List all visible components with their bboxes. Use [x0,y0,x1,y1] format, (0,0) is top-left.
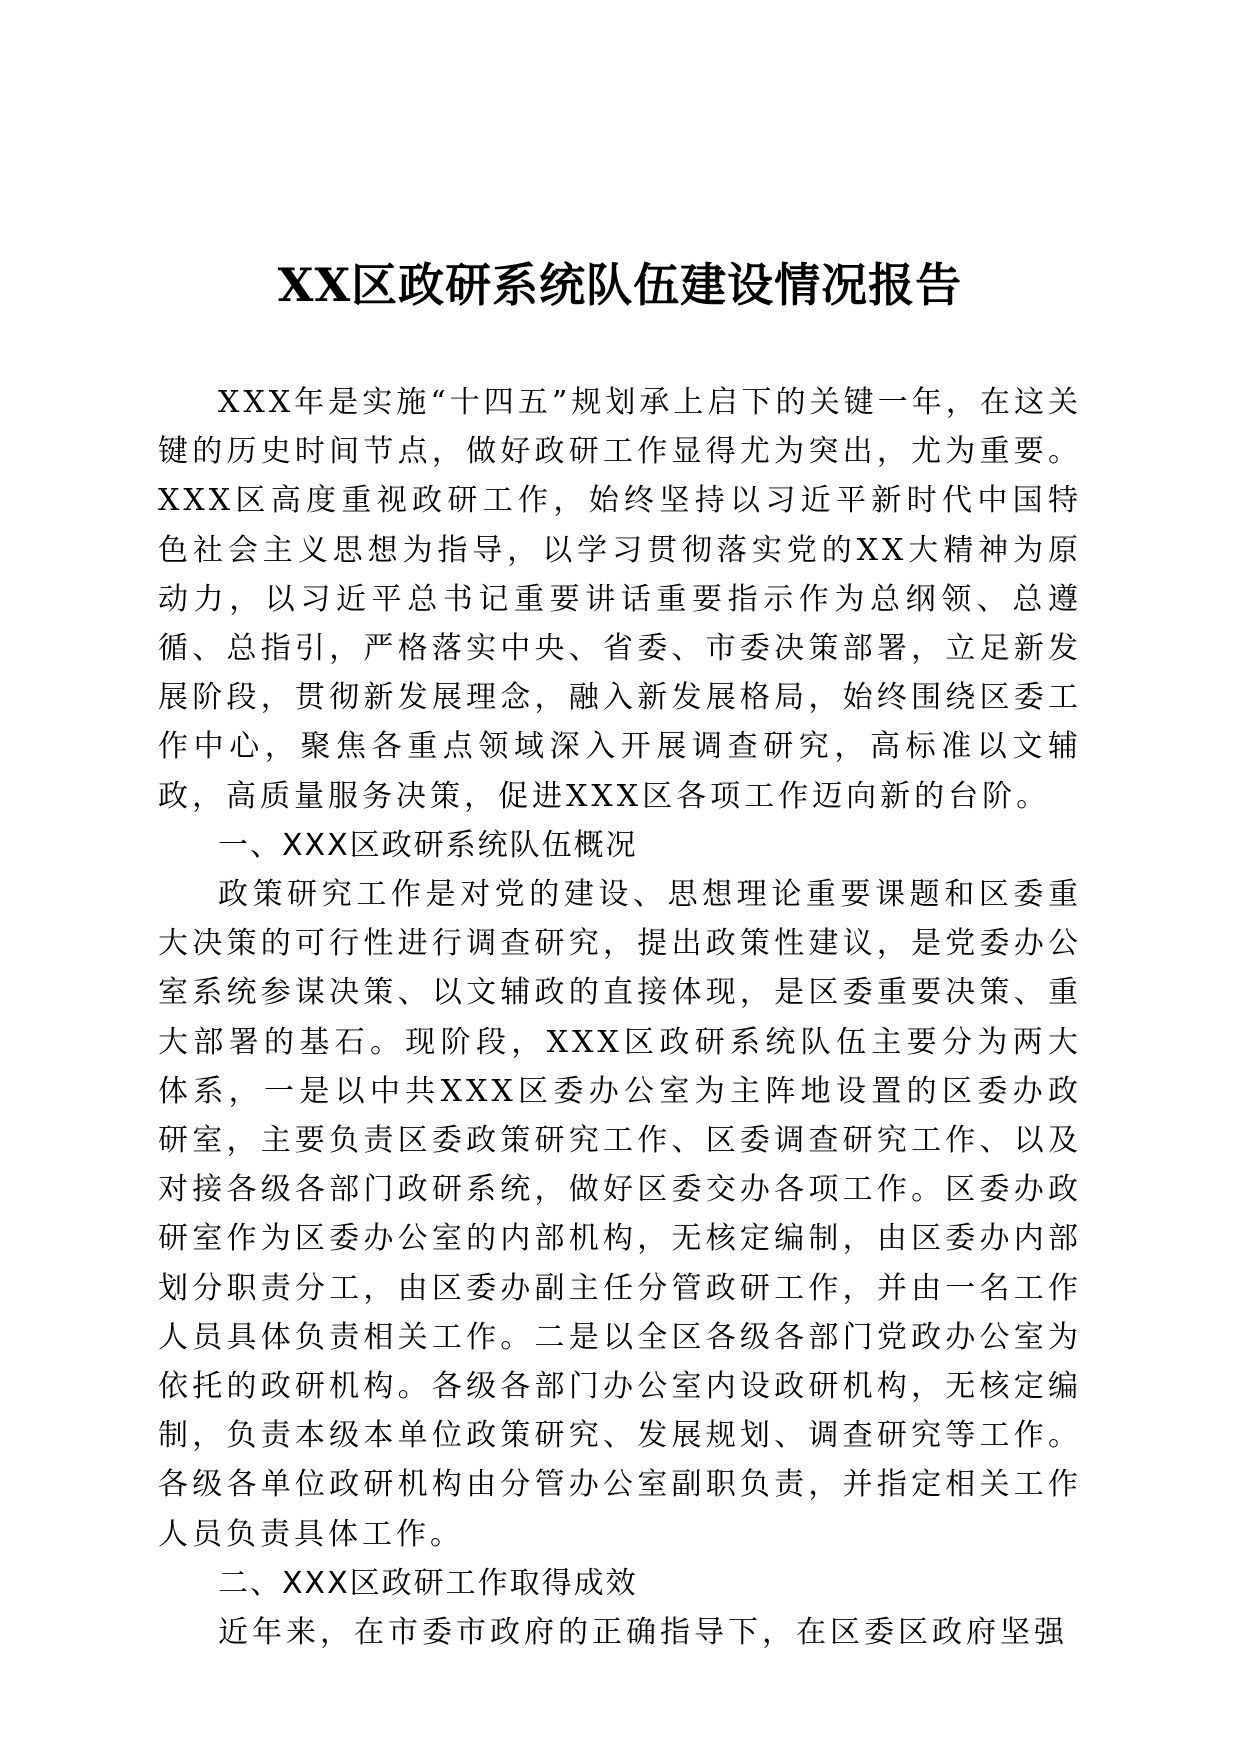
document-title: XX区政研系统队伍建设情况报告 [277,258,963,312]
paragraph-achievements: 近年来，在市委市政府的正确指导下，在区委区政府坚强 [218,1615,1068,1651]
section-heading-2: 二、XXX区政研工作取得成效 [218,1565,638,1601]
paragraph-overview: 政策研究工作是对党的建设、思想理论重要课题和区委重大决策的可行性进行调查研究，提出政策性建议，是党委办公室系统参谋决策、以文辅政的直接体现，是区委重要决策、重大部署的基石。现阶段，XXX区政研系统队伍主要分为两大体系，一是以中共XXX区委办公室为主阵地设置的区委办政研室，主要负责区委政策研究工作、区委调查研究工作、以及对接各级各部门政研系统，做好区委交办各项工作。区委办政研室作为区委办公室的内部机构，无核定编制，由区委办内部划分职责分工，由区委办副主任分管政研工作，并由一名工作人员具体负责相关工作。二是以全区各级各部门党政办公室为依托的政研机构。各级各部门办公室内设政研机构，无核定编制，负责本级本单位政策研究、发展规划、调查研究等工作。各级各单位政研机构由分管办公室副职负责，并指定相关工作人员负责具体工作。 [158,877,1082,1552]
section-heading-1: 一、XXX区政研系统队伍概况 [218,827,638,863]
paragraph-intro: XXX年是实施“十四五”规划承上启下的关键一年，在这关键的历史时间节点，做好政研工作显得尤为突出，尤为重要。XXX区高度重视政研工作，始终坚持以习近平新时代中国特色社会主义思想为指导，以学习贯彻落实党的XX大精神为原动力，以习近平总书记重要讲话重要指示作为总纲领、总遵循、总指引，严格落实中央、省委、市委决策部署，立足新发展阶段，贯彻新发展理念，融入新发展格局，始终围绕区委工作中心，聚焦各重点领域深入开展调查研究，高标准以文辅政，高质量服务决策，促进XXX区各项工作迈向新的台阶。 [158,385,1082,814]
document-body [158,378,1082,1657]
